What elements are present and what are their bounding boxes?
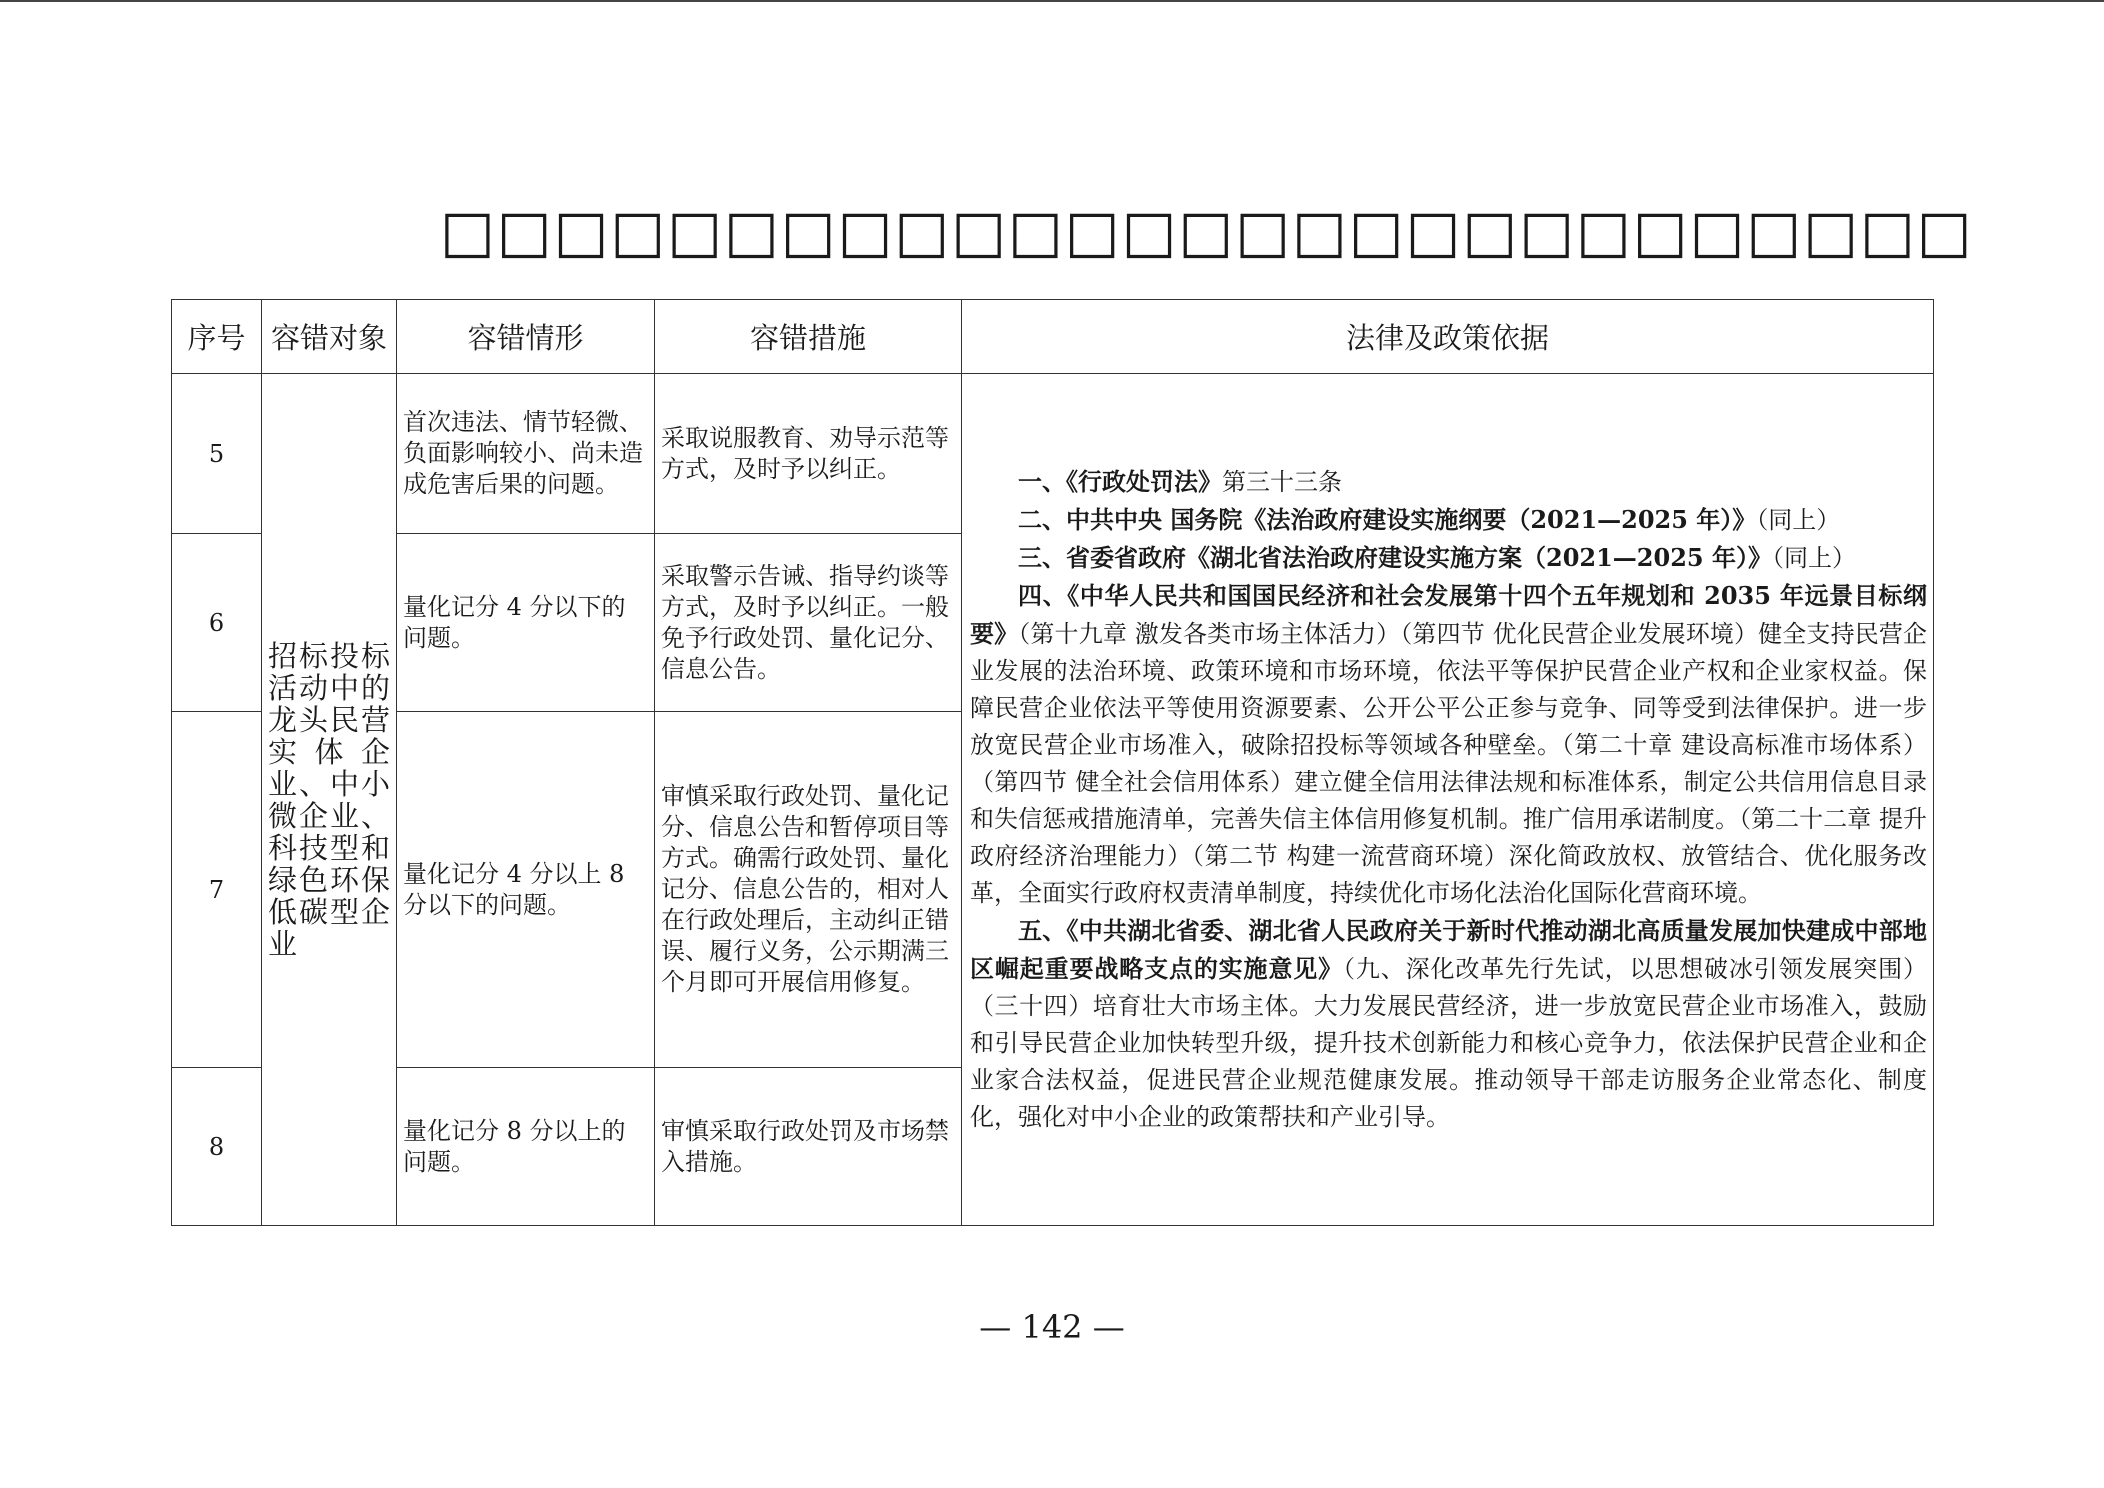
- header-target: 容错对象: [262, 300, 397, 374]
- header-serial: 序号: [172, 300, 262, 374]
- table-header-row: [172, 300, 1934, 374]
- row-measure: 审慎采取行政处罚及市场禁入措施。: [655, 1068, 962, 1226]
- basis-item-4: 四、《中华人民共和国国民经济和社会发展第十四个五年规划和 2035 年远景目标纲要》（第十九章 激发各类市场主体活力）（第四节 优化民营企业发展环境）健全支持民营企业发展的法治环境、政策环境和市场环境，依法平等保护民营企业产权和企业家权益。保障民营企业依法平等使用资源要素、公开公平公正参与竞争、同等受到法律保护。进一步放宽民营企业市场准入，破除招投标等领域各种壁垒。（第二十章 建设高标准市场体系）（第四节 健全社会信用体系）建立健全信用法律法规和标准体系，制定公共信用信息目录和失信惩戒措施清单，完善失信主体信用修复机制。推广信用承诺制度。（第二十二章 提升政府经济治理能力）（第二节 构建一流营商环境）深化简政放权、放管结合、优化服务改革，全面实行政府权责清单制度，持续优化市场化法治化国际化营商环境。: [970, 581, 1927, 907]
- basis-item-3: 三、省委省政府《湖北省法治政府建设实施方案（2021—2025 年）》（同上）: [1018, 543, 1856, 572]
- header-basis: 法律及政策依据: [962, 300, 1934, 374]
- basis-item-5: 五、《中共湖北省委、湖北省人民政府关于新时代推动湖北高质量发展加快建成中部地区崛起重要战略支点的实施意见》（九、深化改革先行先试，以思想破冰引领发展突围）（三十四）培育壮大市场主体。大力发展民营经济，进一步放宽民营企业市场准入，鼓励和引导民营企业加快转型升级，提升技术创新能力和核心竞争力，依法保护民营企业和企业家合法权益，促进民营企业规范健康发展。推动领导干部走访服务企业常态化、制度化，强化对中小企业的政策帮扶和产业引导。: [970, 916, 1928, 1131]
- basis-item-1: 一、《行政处罚法》第三十三条: [1018, 467, 1342, 496]
- page-top-border: [0, 0, 2104, 2]
- row-number: 5: [172, 374, 262, 534]
- header-measure: 容错措施: [655, 300, 962, 374]
- legal-basis-cell: [962, 374, 1934, 1226]
- row-situation: 量化记分 4 分以下的问题。: [397, 534, 655, 712]
- row-measure: 审慎采取行政处罚、量化记分、信息公告和暂停项目等方式。确需行政处罚、量化记分、信息公告的，相对人在行政处理后，主动纠正错误、履行义务，公示期满三个月即可开展信用修复。: [655, 712, 962, 1068]
- row-situation: 量化记分 8 分以上的问题。: [397, 1068, 655, 1226]
- table-row: [172, 374, 1934, 534]
- row-number: 6: [172, 534, 262, 712]
- row-measure: 采取说服教育、劝导示范等方式，及时予以纠正。: [655, 374, 962, 534]
- basis-item-2: 二、中共中央 国务院《法治政府建设实施纲要（2021—2025 年）》（同上）: [1018, 505, 1841, 534]
- row-situation: 量化记分 4 分以上 8 分以下的问题。: [397, 712, 655, 1068]
- row-measure: 采取警示告诫、指导约谈等方式，及时予以纠正。一般免予行政处罚、量化记分、信息公告。: [655, 534, 962, 712]
- row-number: 7: [172, 712, 262, 1068]
- row-number: 8: [172, 1068, 262, 1226]
- tolerance-target: 招标投标活动中的龙头民营实体企业、中小微企业、科技型和绿色环保低碳型企业: [262, 374, 397, 1226]
- policy-table: [171, 299, 1934, 1226]
- row-situation: 首次违法、情节轻微、负面影响较小、尚未造成危害后果的问题。: [397, 374, 655, 534]
- header-situation: 容错情形: [397, 300, 655, 374]
- page-number: — 142 —: [979, 1308, 1125, 1346]
- page-title: □□□□□□□□□□□□□□□□□□□□□□□□□□□: [440, 197, 1974, 265]
